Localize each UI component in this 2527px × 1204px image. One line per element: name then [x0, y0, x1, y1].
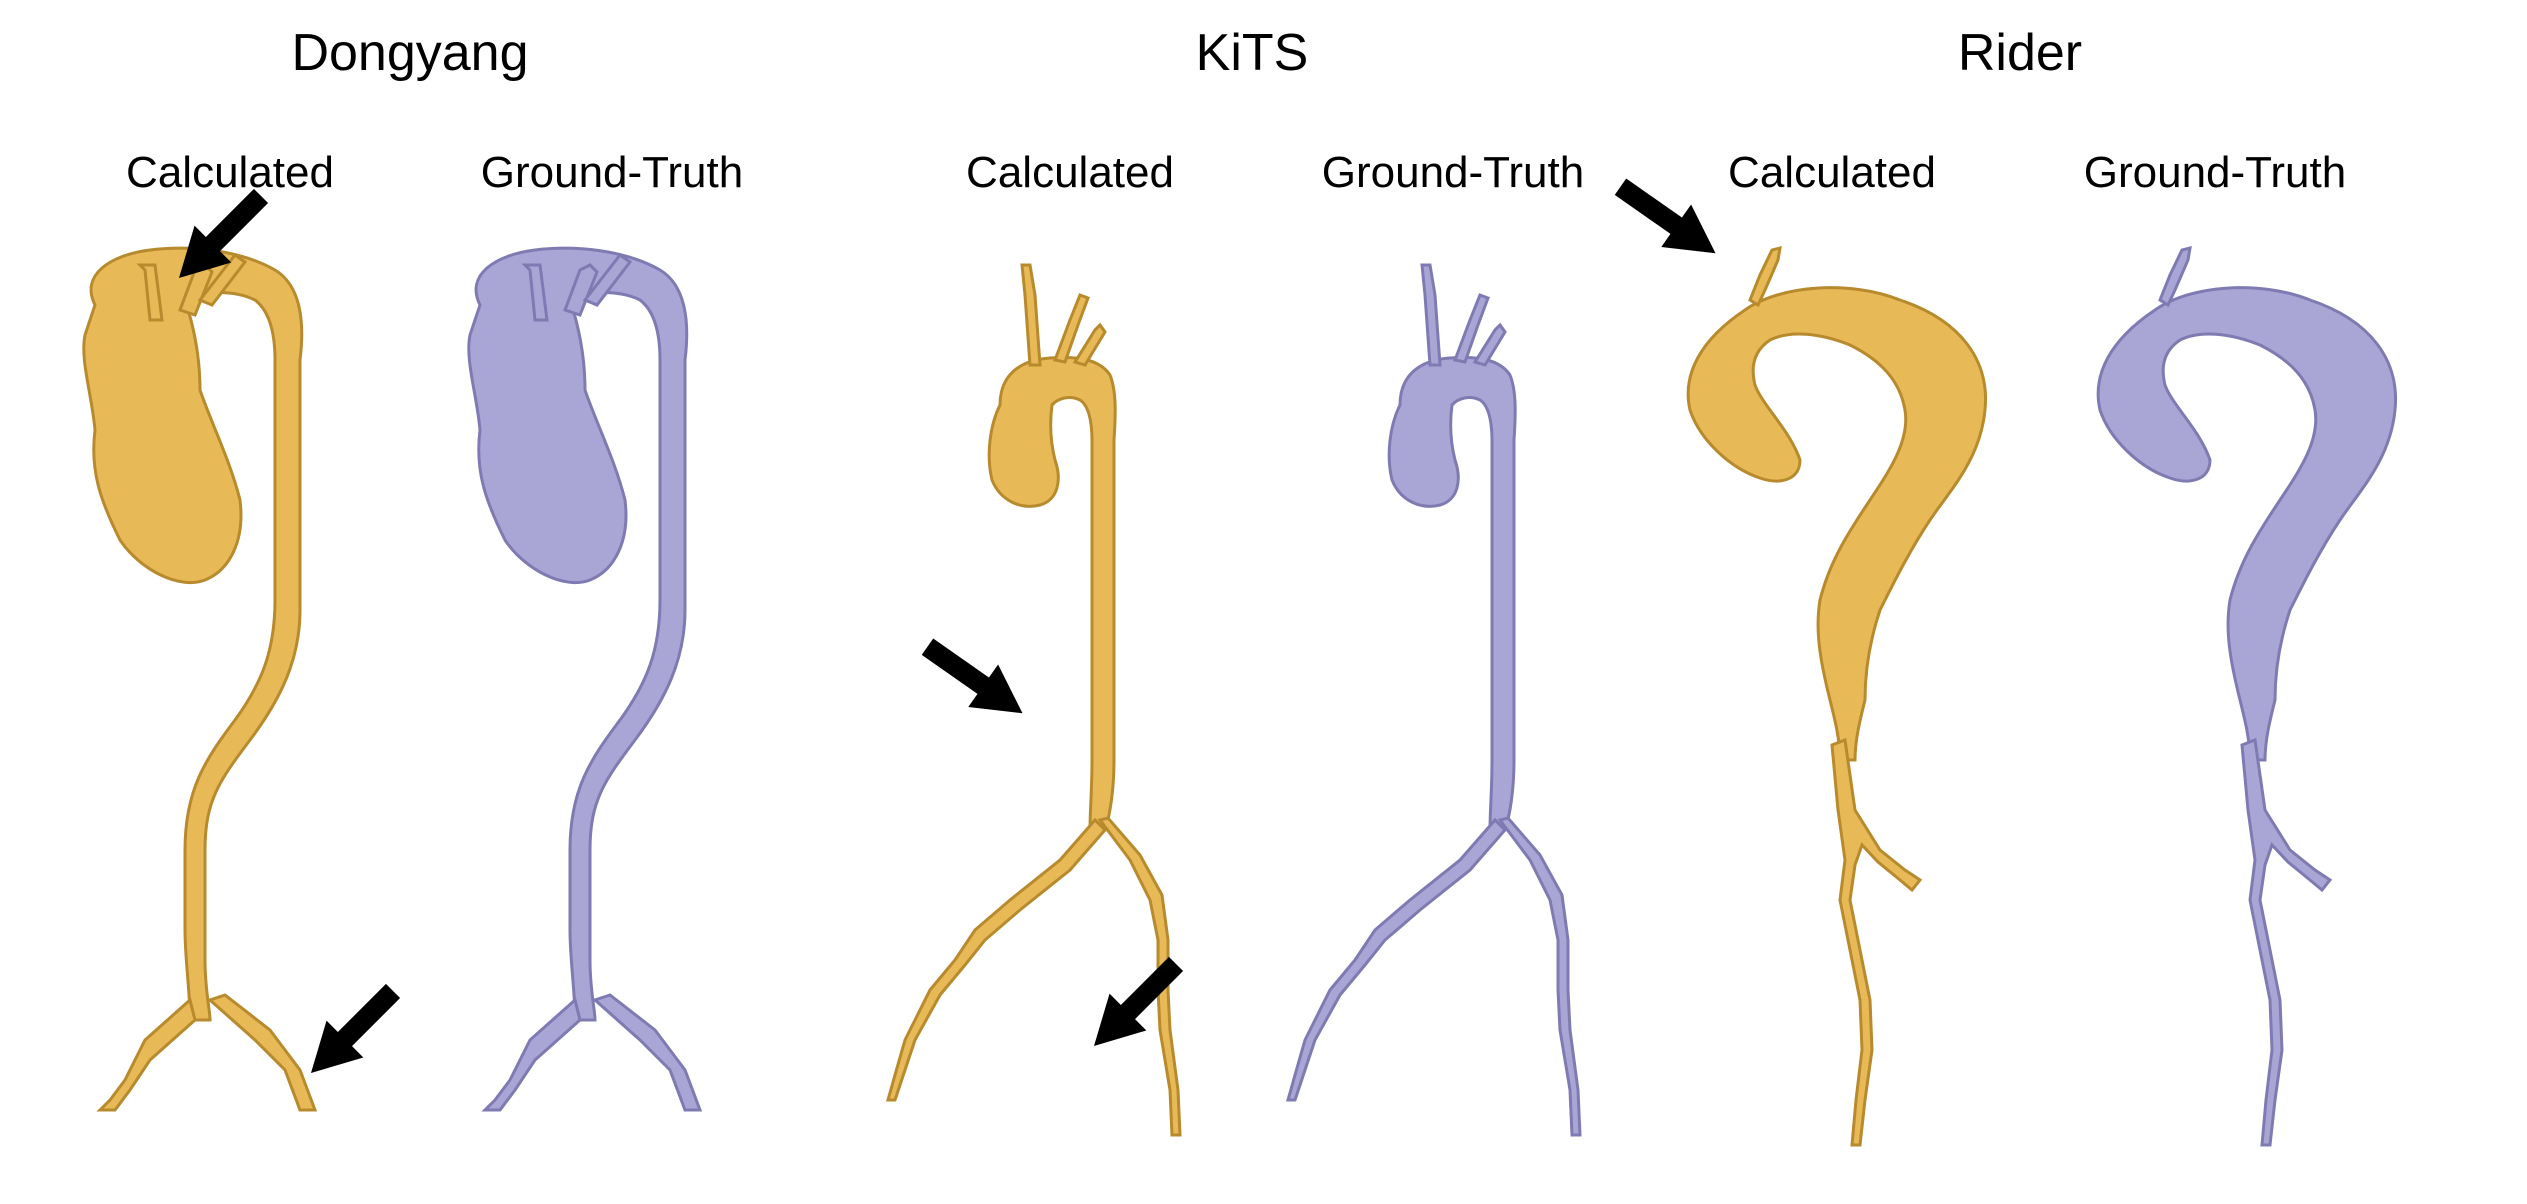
annotation-arrow-icon — [1076, 946, 1195, 1065]
column-title-ground-truth: Ground-Truth — [480, 148, 744, 197]
dataset-title-dongyang: Dongyang — [291, 24, 529, 82]
column-title-ground-truth: Ground-Truth — [2083, 148, 2347, 197]
column-title-calculated: Calculated — [126, 148, 334, 197]
column-title-calculated: Calculated — [1728, 148, 1936, 197]
column-title-ground-truth: Ground-Truth — [1321, 148, 1585, 197]
aorta-calculated-rider — [1688, 248, 1985, 1145]
annotation-arrow-icon — [293, 973, 412, 1092]
dataset-title-rider: Rider — [1957, 24, 2083, 82]
annotation-arrow-icon — [913, 625, 1038, 734]
column-title-calculated: Calculated — [966, 148, 1174, 197]
aorta-ground-truth-dongyang — [469, 248, 700, 1110]
dataset-title-kits: KiTS — [1195, 24, 1309, 82]
annotation-arrow-icon — [1606, 165, 1731, 274]
aorta-ground-truth-kits — [1288, 265, 1580, 1135]
aorta-ground-truth-rider — [2098, 248, 2395, 1145]
aorta-calculated-dongyang — [84, 248, 315, 1110]
